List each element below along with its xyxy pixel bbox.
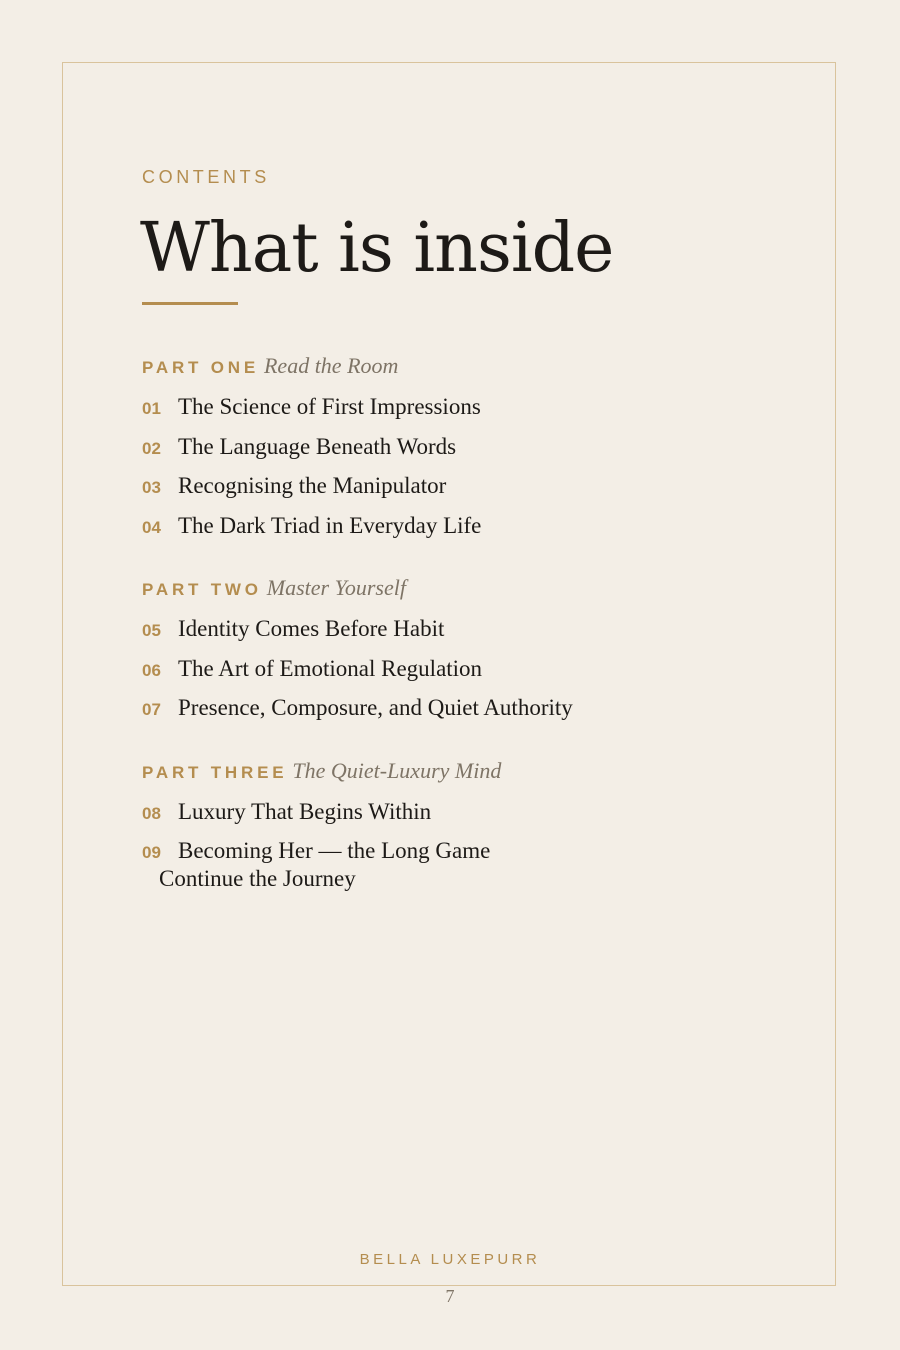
part-subtitle: The Quiet-Luxury Mind	[292, 757, 502, 783]
toc-entry[interactable]	[142, 473, 802, 513]
section-eyebrow: CONTENTS	[142, 167, 270, 187]
chapter-number: 04	[142, 517, 161, 537]
toc-part-one	[142, 353, 802, 552]
toc-closing-entry[interactable]: Continue the Journey	[159, 866, 356, 891]
part-label: PART ONE	[142, 358, 259, 377]
part-heading	[142, 353, 802, 385]
toc-entry[interactable]	[142, 616, 802, 656]
part-heading	[142, 758, 802, 790]
toc-part-two	[142, 575, 802, 735]
chapter-number: 08	[142, 803, 161, 823]
chapter-title: Recognising the Manipulator	[178, 473, 447, 498]
toc-entry[interactable]	[142, 513, 802, 553]
chapter-title: Presence, Composure, and Quiet Authority	[178, 695, 573, 720]
table-of-contents	[142, 353, 802, 901]
page-number: 7	[445, 1286, 455, 1306]
chapter-title: The Dark Triad in Everyday Life	[178, 512, 482, 538]
page-title: What is inside	[140, 209, 614, 288]
chapter-title: The Art of Emotional Regulation	[178, 655, 483, 681]
chapter-title: The Language Beneath Words	[178, 433, 457, 459]
part-heading	[142, 575, 802, 607]
part-label: PART THREE	[142, 762, 288, 782]
toc-entry[interactable]	[142, 799, 802, 839]
toc-entry[interactable]	[142, 695, 802, 735]
toc-entry[interactable]	[142, 394, 802, 434]
chapter-title: Becoming Her — the Long Game	[178, 838, 491, 863]
chapter-title: The Science of First Impressions	[178, 394, 481, 419]
chapter-number: 05	[142, 621, 161, 640]
part-subtitle: Read the Room	[263, 353, 399, 378]
part-label: PART TWO	[142, 580, 262, 599]
chapter-number: 01	[142, 399, 161, 418]
toc-entry[interactable]	[142, 434, 802, 474]
chapter-number: 02	[142, 438, 161, 458]
toc-entry[interactable]	[142, 656, 802, 696]
chapter-number: 07	[142, 700, 161, 719]
chapter-number: 06	[142, 660, 161, 680]
chapter-title: Identity Comes Before Habit	[178, 616, 445, 641]
title-underline	[142, 302, 238, 305]
chapter-number: 09	[142, 843, 161, 862]
chapter-number: 03	[142, 478, 161, 497]
chapter-title: Luxury That Begins Within	[178, 798, 432, 824]
footer-author: BELLA LUXEPURR	[359, 1251, 541, 1268]
toc-part-three	[142, 758, 802, 878]
part-subtitle: Master Yourself	[266, 575, 406, 600]
